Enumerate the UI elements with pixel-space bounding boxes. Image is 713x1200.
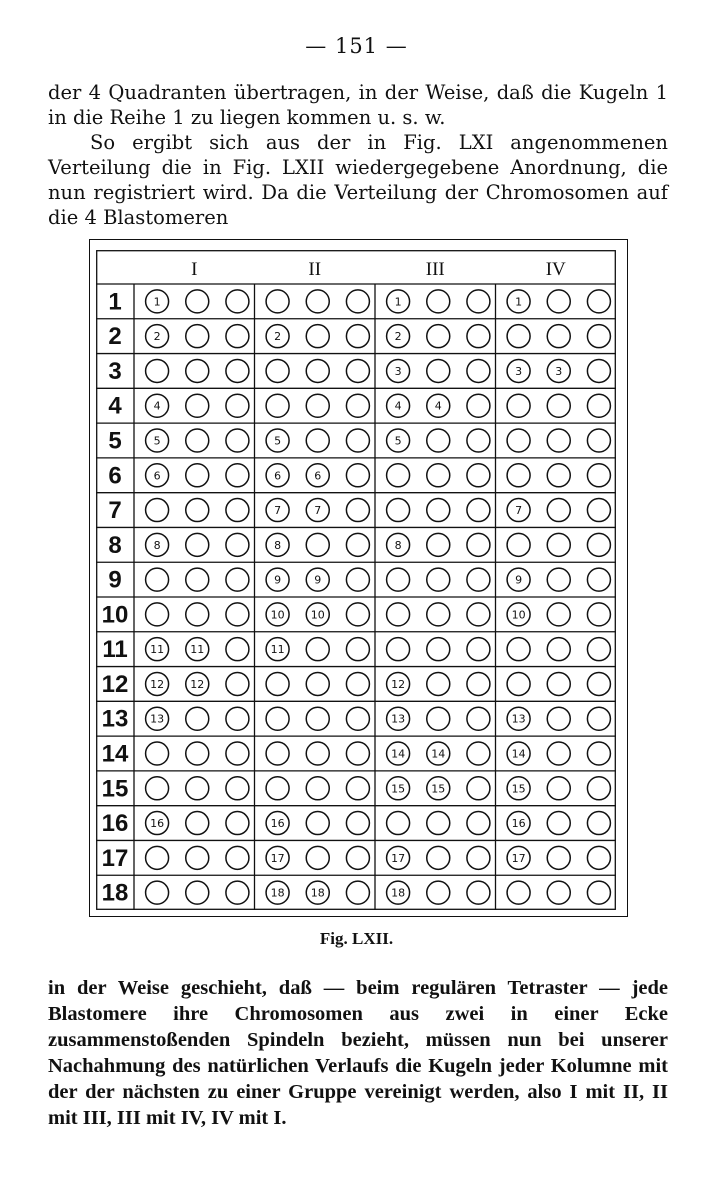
empty-ball (467, 672, 490, 695)
empty-ball (587, 325, 610, 348)
page-number: — 151 — (305, 34, 408, 58)
ball-number: 3 (555, 364, 563, 378)
empty-ball (587, 533, 610, 556)
row-label-2: 2 (108, 323, 122, 351)
empty-ball (467, 812, 490, 835)
empty-ball (507, 394, 530, 417)
ball-number: 14 (511, 747, 526, 761)
ball-number: 4 (153, 399, 161, 413)
empty-ball (467, 777, 490, 800)
column-header-IV: IV (545, 259, 566, 280)
empty-ball (467, 603, 490, 626)
empty-ball (387, 464, 410, 487)
empty-ball (427, 325, 450, 348)
ball-number: 16 (511, 817, 526, 831)
empty-ball (467, 638, 490, 661)
empty-ball (587, 777, 610, 800)
ball-number: 1 (153, 295, 161, 309)
empty-ball (226, 742, 249, 765)
empty-ball (587, 638, 610, 661)
empty-ball (587, 394, 610, 417)
empty-ball (547, 394, 570, 417)
empty-ball (226, 359, 249, 382)
empty-ball (306, 325, 329, 348)
empty-ball (226, 672, 249, 695)
empty-ball (146, 603, 169, 626)
empty-ball (146, 742, 169, 765)
empty-ball (226, 812, 249, 835)
ball-number: 11 (270, 643, 285, 657)
empty-ball (226, 499, 249, 522)
empty-ball (507, 325, 530, 348)
row-label-12: 12 (101, 670, 129, 698)
ball-number: 1 (515, 295, 523, 309)
empty-ball (346, 568, 369, 591)
empty-ball (427, 603, 450, 626)
empty-ball (346, 707, 369, 730)
empty-ball (186, 812, 209, 835)
empty-ball (346, 429, 369, 452)
empty-ball (306, 742, 329, 765)
empty-ball (186, 533, 209, 556)
ball-number: 17 (391, 851, 406, 865)
empty-ball (547, 672, 570, 695)
empty-ball (547, 638, 570, 661)
empty-ball (387, 638, 410, 661)
ball-number: 18 (270, 886, 285, 900)
empty-ball (427, 812, 450, 835)
empty-ball (266, 359, 289, 382)
ball-number: 8 (274, 538, 282, 552)
empty-ball (346, 499, 369, 522)
empty-ball (547, 429, 570, 452)
ball-number: 9 (314, 573, 322, 587)
column-header-III: III (425, 259, 445, 280)
empty-ball (306, 846, 329, 869)
row-label-14: 14 (101, 740, 129, 768)
empty-ball (587, 812, 610, 835)
empty-ball (467, 325, 490, 348)
row-label-4: 4 (108, 392, 122, 420)
empty-ball (387, 603, 410, 626)
ball-number: 2 (274, 330, 282, 344)
empty-ball (587, 881, 610, 904)
ball-number: 11 (190, 643, 205, 657)
empty-ball (266, 707, 289, 730)
empty-ball (226, 638, 249, 661)
ball-number: 8 (394, 538, 402, 552)
empty-ball (186, 429, 209, 452)
empty-ball (547, 499, 570, 522)
ball-number: 15 (511, 782, 526, 796)
ball-number: 12 (150, 677, 165, 691)
ball-number: 3 (515, 364, 523, 378)
empty-ball (266, 777, 289, 800)
ball-number: 11 (150, 643, 165, 657)
empty-ball (226, 707, 249, 730)
row-label-15: 15 (101, 775, 129, 803)
empty-ball (346, 325, 369, 348)
empty-ball (346, 742, 369, 765)
empty-ball (547, 812, 570, 835)
empty-ball (306, 812, 329, 835)
empty-ball (306, 672, 329, 695)
ball-number: 7 (314, 504, 322, 518)
ball-number: 16 (150, 817, 165, 831)
empty-ball (587, 742, 610, 765)
empty-ball (467, 533, 490, 556)
empty-ball (547, 742, 570, 765)
empty-ball (146, 777, 169, 800)
ball-number: 2 (394, 330, 402, 344)
empty-ball (226, 568, 249, 591)
empty-ball (186, 568, 209, 591)
empty-ball (387, 499, 410, 522)
ball-number: 5 (394, 434, 402, 448)
ball-number: 16 (270, 817, 285, 831)
ball-number: 14 (431, 747, 446, 761)
empty-ball (306, 290, 329, 313)
ball-number: 18 (391, 886, 406, 900)
empty-ball (547, 881, 570, 904)
empty-ball (226, 325, 249, 348)
empty-ball (346, 846, 369, 869)
empty-ball (427, 533, 450, 556)
figure-lxii (96, 250, 616, 910)
empty-ball (186, 394, 209, 417)
empty-ball (346, 638, 369, 661)
ball-number: 6 (314, 469, 322, 483)
empty-ball (186, 777, 209, 800)
row-label-10: 10 (101, 601, 129, 629)
column-header-I: I (191, 259, 198, 280)
empty-ball (146, 499, 169, 522)
ball-number: 2 (153, 330, 161, 344)
row-label-1: 1 (108, 288, 122, 316)
empty-ball (427, 638, 450, 661)
empty-ball (186, 290, 209, 313)
paragraph-top: der 4 Quadranten übertragen, in der Weise, daß die Kugeln 1 in die Reihe 1 zu liegen kommen u. s. w. (48, 81, 668, 129)
empty-ball (467, 707, 490, 730)
ball-number: 7 (515, 504, 523, 518)
empty-ball (427, 568, 450, 591)
ball-number: 6 (274, 469, 282, 483)
empty-ball (467, 846, 490, 869)
empty-ball (226, 881, 249, 904)
row-label-8: 8 (108, 531, 122, 559)
ball-number: 5 (274, 434, 282, 448)
empty-ball (547, 325, 570, 348)
ball-number: 8 (153, 538, 161, 552)
empty-ball (186, 325, 209, 348)
empty-ball (587, 290, 610, 313)
empty-ball (266, 742, 289, 765)
ball-number: 4 (394, 399, 402, 413)
ball-number: 17 (511, 851, 526, 865)
empty-ball (467, 394, 490, 417)
ball-number: 4 (434, 399, 442, 413)
empty-ball (587, 429, 610, 452)
empty-ball (186, 707, 209, 730)
ball-number: 17 (270, 851, 285, 865)
row-label-5: 5 (108, 427, 122, 455)
empty-ball (587, 603, 610, 626)
empty-ball (427, 464, 450, 487)
empty-ball (186, 464, 209, 487)
empty-ball (467, 742, 490, 765)
empty-ball (467, 568, 490, 591)
empty-ball (226, 846, 249, 869)
empty-ball (427, 672, 450, 695)
empty-ball (587, 707, 610, 730)
empty-ball (226, 290, 249, 313)
ball-number: 12 (190, 677, 205, 691)
empty-ball (507, 533, 530, 556)
ball-number: 10 (270, 608, 285, 622)
empty-ball (547, 568, 570, 591)
empty-ball (226, 429, 249, 452)
empty-ball (346, 672, 369, 695)
column-header-II: II (308, 259, 322, 280)
empty-ball (587, 359, 610, 382)
empty-ball (266, 290, 289, 313)
empty-ball (547, 777, 570, 800)
empty-ball (346, 394, 369, 417)
row-label-18: 18 (101, 879, 129, 907)
ball-number: 13 (391, 712, 406, 726)
empty-ball (587, 672, 610, 695)
empty-ball (226, 394, 249, 417)
empty-ball (467, 429, 490, 452)
empty-ball (306, 394, 329, 417)
empty-ball (186, 499, 209, 522)
paragraph-bottom: in der Weise geschieht, daß — beim regulären Tetraster — jede Blastomere ihre Chromosomen aus zwei in einer Ecke zusammenstoßenden Spindeln bezieht, müssen nun bei unserer Nachahmung des natürlichen Verlaufs die Kugeln jeder Kolumne mit der der nächsten zu einer Gruppe vereinigt werden, also I mit II, II mit III, III mit IV, IV mit I. (48, 977, 668, 1129)
empty-ball (467, 290, 490, 313)
ball-number: 3 (394, 364, 402, 378)
empty-ball (146, 568, 169, 591)
empty-ball (507, 638, 530, 661)
empty-ball (346, 359, 369, 382)
figure-caption: Fig. LXII. (319, 929, 394, 948)
empty-ball (306, 707, 329, 730)
empty-ball (467, 881, 490, 904)
empty-ball (306, 777, 329, 800)
ball-number: 10 (310, 608, 325, 622)
empty-ball (226, 464, 249, 487)
empty-ball (427, 290, 450, 313)
empty-ball (587, 499, 610, 522)
row-label-16: 16 (101, 810, 129, 838)
empty-ball (346, 464, 369, 487)
empty-ball (186, 359, 209, 382)
empty-ball (507, 672, 530, 695)
empty-ball (346, 290, 369, 313)
empty-ball (507, 429, 530, 452)
empty-ball (226, 603, 249, 626)
empty-ball (346, 812, 369, 835)
ball-number: 9 (274, 573, 282, 587)
empty-ball (467, 499, 490, 522)
empty-ball (547, 603, 570, 626)
empty-ball (226, 777, 249, 800)
empty-ball (306, 359, 329, 382)
row-label-11: 11 (102, 636, 128, 664)
empty-ball (547, 290, 570, 313)
ball-number: 13 (511, 712, 526, 726)
row-label-9: 9 (108, 566, 122, 594)
row-label-17: 17 (101, 844, 129, 872)
empty-ball (427, 707, 450, 730)
empty-ball (427, 881, 450, 904)
empty-ball (427, 846, 450, 869)
empty-ball (346, 777, 369, 800)
empty-ball (306, 638, 329, 661)
empty-ball (346, 603, 369, 626)
ball-number: 10 (511, 608, 526, 622)
empty-ball (306, 429, 329, 452)
empty-ball (547, 707, 570, 730)
empty-ball (547, 846, 570, 869)
empty-ball (507, 881, 530, 904)
empty-ball (547, 464, 570, 487)
empty-ball (186, 881, 209, 904)
empty-ball (146, 359, 169, 382)
ball-number: 15 (431, 782, 446, 796)
chromosome-distribution-table (96, 250, 616, 910)
empty-ball (427, 359, 450, 382)
empty-ball (467, 359, 490, 382)
empty-ball (146, 881, 169, 904)
empty-ball (306, 533, 329, 556)
empty-ball (186, 742, 209, 765)
row-label-7: 7 (108, 497, 122, 525)
ball-number: 18 (310, 886, 325, 900)
empty-ball (266, 394, 289, 417)
empty-ball (186, 846, 209, 869)
empty-ball (146, 846, 169, 869)
row-label-13: 13 (101, 705, 129, 733)
empty-ball (467, 464, 490, 487)
ball-number: 9 (515, 573, 523, 587)
empty-ball (346, 881, 369, 904)
paragraph-middle: So ergibt sich aus der in Fig. LXI angenommenen Verteilung die in Fig. LXII wiedergegebene Anordnung, die nun registriert wird. Da die Verteilung der Chromosomen auf die 4 Blastomeren (48, 131, 668, 229)
empty-ball (266, 672, 289, 695)
ball-number: 1 (394, 295, 402, 309)
row-label-6: 6 (108, 462, 122, 490)
ball-number: 7 (274, 504, 282, 518)
empty-ball (186, 603, 209, 626)
ball-number: 5 (153, 434, 161, 448)
empty-ball (387, 812, 410, 835)
empty-ball (587, 464, 610, 487)
empty-ball (387, 568, 410, 591)
ball-number: 13 (150, 712, 165, 726)
empty-ball (427, 429, 450, 452)
empty-ball (427, 499, 450, 522)
empty-ball (226, 533, 249, 556)
ball-number: 14 (391, 747, 406, 761)
empty-ball (346, 533, 369, 556)
empty-ball (587, 846, 610, 869)
empty-ball (587, 568, 610, 591)
ball-number: 6 (153, 469, 161, 483)
row-label-3: 3 (108, 357, 122, 385)
empty-ball (507, 464, 530, 487)
ball-number: 15 (391, 782, 406, 796)
empty-ball (547, 533, 570, 556)
ball-number: 12 (391, 677, 406, 691)
